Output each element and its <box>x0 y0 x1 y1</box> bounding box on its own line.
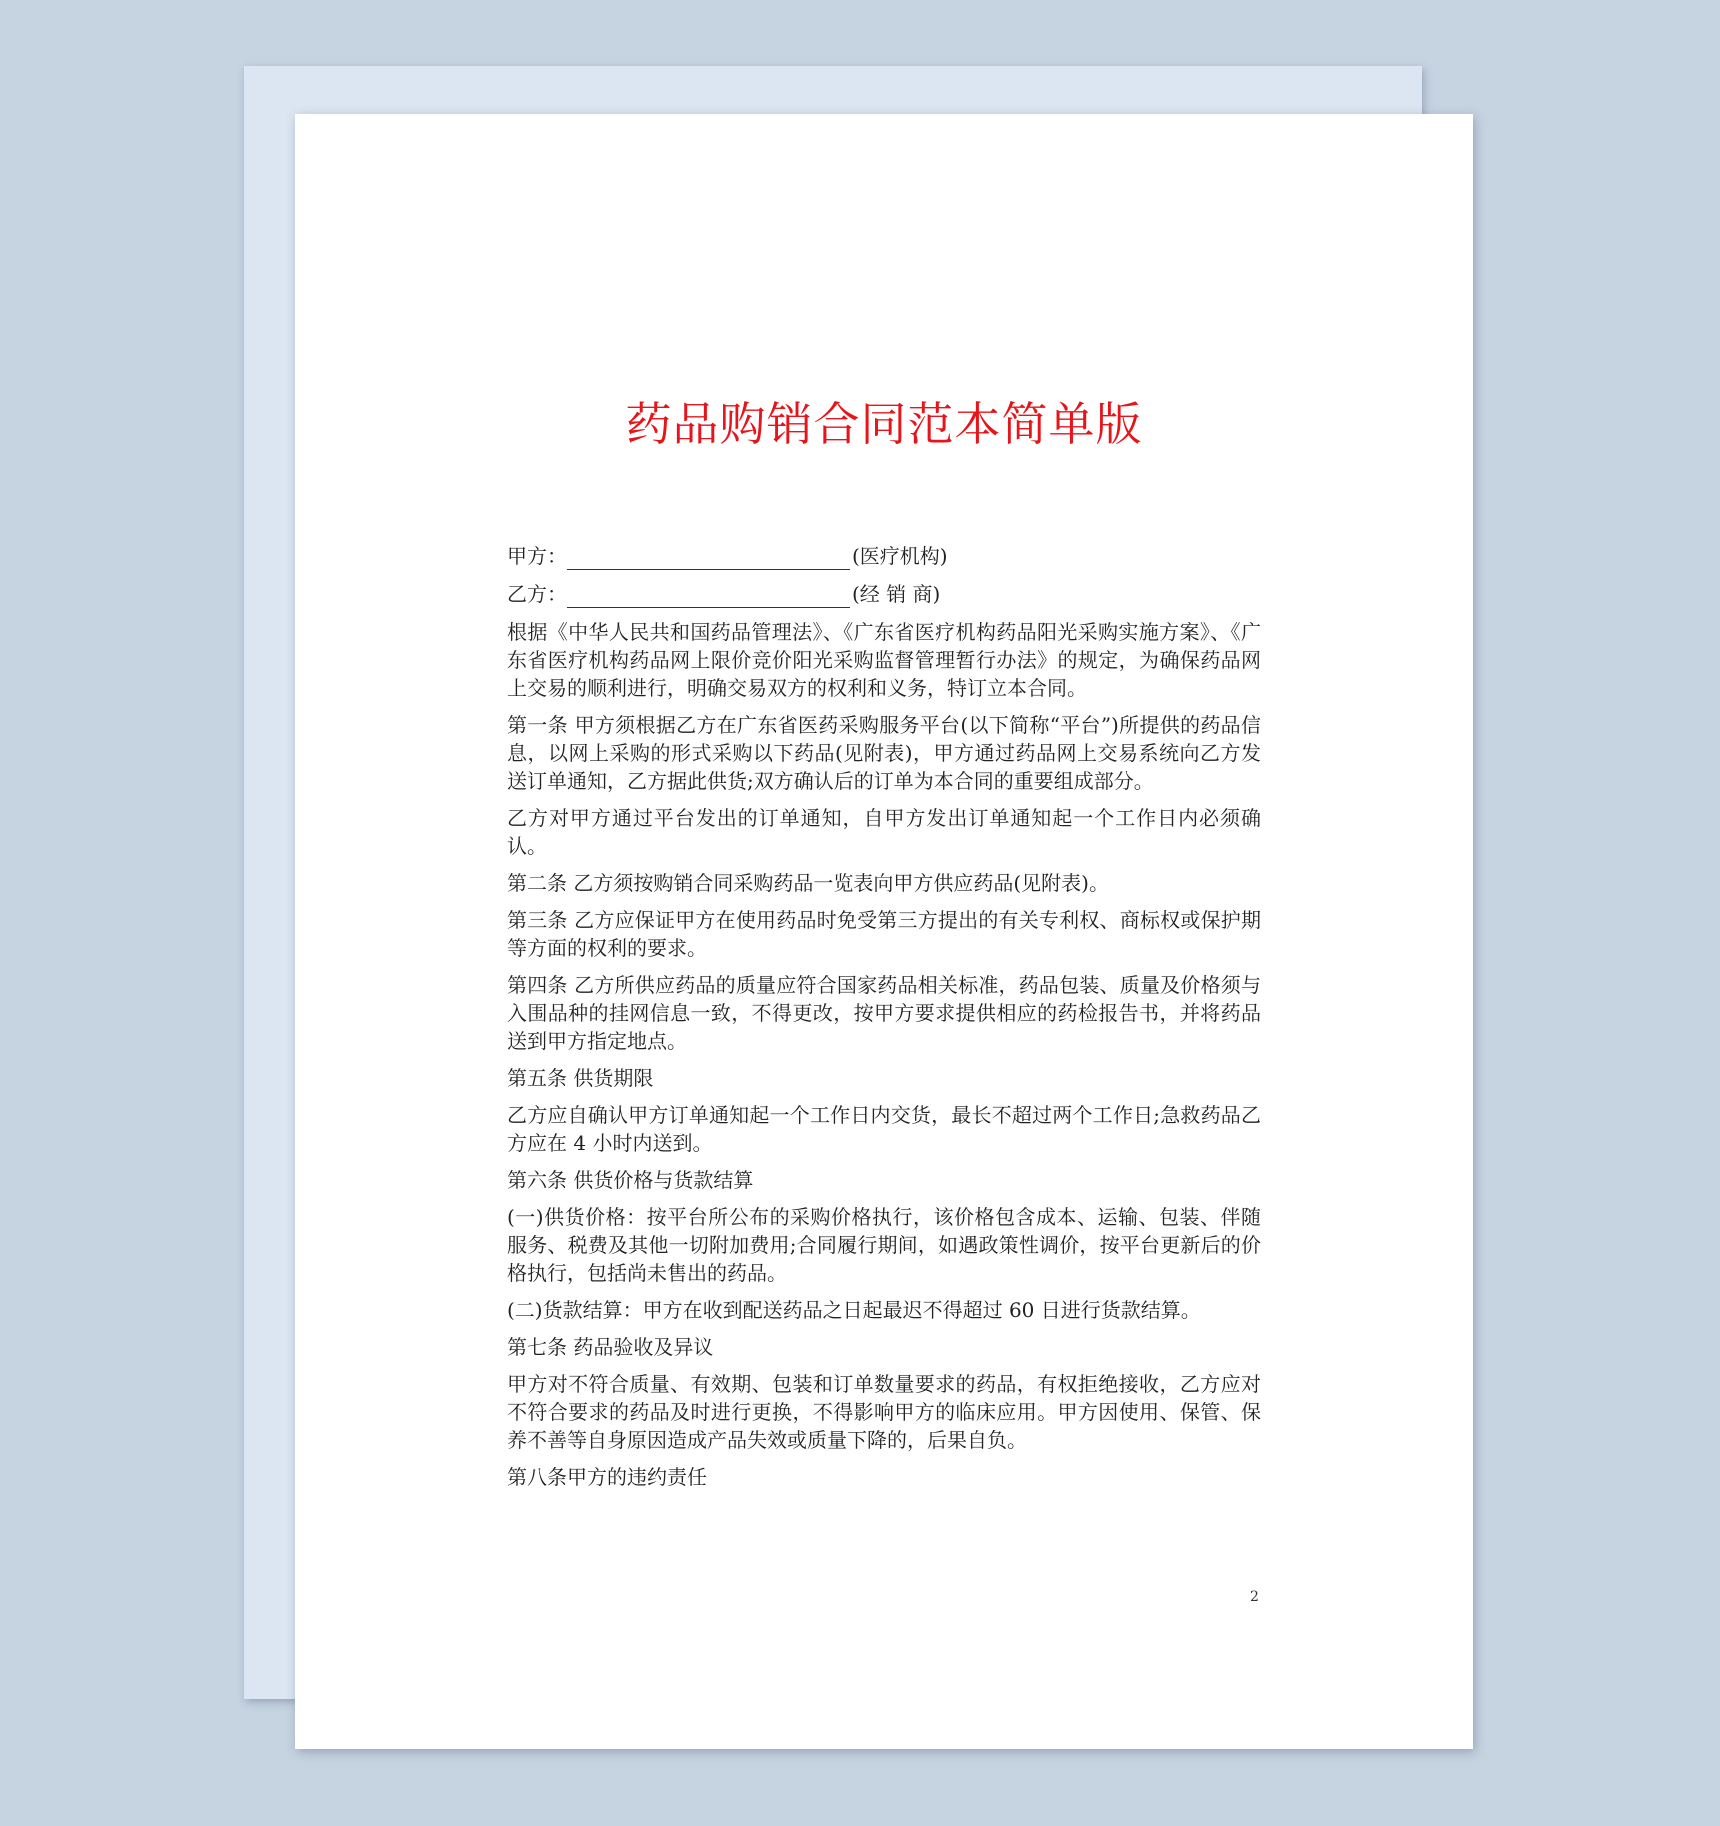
party-b-label: 乙方： <box>507 582 567 606</box>
article-1-confirm-paragraph: 乙方对甲方通过平台发出的订单通知，自甲方发出订单通知起一个工作日内必须确认。 <box>507 806 1261 858</box>
party-a-line <box>507 542 1261 570</box>
party-a-role: (医疗机构) <box>852 544 948 568</box>
front-page-sheet <box>295 114 1473 1749</box>
article-2-paragraph: 第二条 乙方须按购销合同采购药品一览表向甲方供应药品(见附表)。 <box>507 871 1109 895</box>
page-number: 2 <box>1250 1589 1259 1605</box>
party-b-line <box>507 580 1261 608</box>
party-b-blank <box>567 585 850 608</box>
article-7-paragraph: 甲方对不符合质量、有效期、包装和订单数量要求的药品，有权拒绝接收，乙方应对不符合要求的药品及时进行更换，不得影响甲方的临床应用。甲方因使用、保管、保养不善等自身原因造成产品失效或质量下降的，后果自负。 <box>507 1372 1261 1452</box>
article-6-heading: 第六条 供货价格与货款结算 <box>507 1168 754 1192</box>
article-6-price-paragraph: (一)供货价格：按平台所公布的采购价格执行，该价格包含成本、运输、包装、伴随服务、税费及其他一切附加费用;合同履行期间，如遇政策性调价，按平台更新后的价格执行，包括尚未售出的药品。 <box>507 1205 1261 1285</box>
document-body <box>507 542 1261 1500</box>
party-b-role: (经 销 商) <box>852 582 941 606</box>
article-1-paragraph: 第一条 甲方须根据乙方在广东省医药采购服务平台(以下简称“平台”)所提供的药品信息，以网上采购的形式采购以下药品(见附表)，甲方通过药品网上交易系统向乙方发送订单通知，乙方据此供货;双方确认后的订单为本合同的重要组成部分。 <box>507 713 1261 793</box>
preamble-paragraph: 根据《中华人民共和国药品管理法》、《广东省医疗机构药品阳光采购实施方案》、《广东省医疗机构药品网上限价竞价阳光采购监督管理暂行办法》的规定，为确保药品网上交易的顺利进行，明确交易双方的权利和义务，特订立本合同。 <box>507 620 1261 700</box>
document-title: 药品购销合同范本简单版 <box>625 397 1143 451</box>
article-5-paragraph: 乙方应自确认甲方订单通知起一个工作日内交货，最长不超过两个工作日;急救药品乙方应在 4 小时内送到。 <box>507 1103 1261 1155</box>
article-8-heading: 第八条甲方的违约责任 <box>507 1465 707 1489</box>
article-5-heading: 第五条 供货期限 <box>507 1066 654 1090</box>
party-a-label: 甲方： <box>507 544 567 568</box>
article-6-settlement-paragraph: (二)货款结算：甲方在收到配送药品之日起最迟不得超过 60 日进行货款结算。 <box>507 1298 1201 1322</box>
article-4-paragraph: 第四条 乙方所供应药品的质量应符合国家药品相关标准，药品包装、质量及价格须与入围品种的挂网信息一致，不得更改，按甲方要求提供相应的药检报告书，并将药品送到甲方指定地点。 <box>507 973 1261 1053</box>
party-a-blank <box>567 547 850 570</box>
article-7-heading: 第七条 药品验收及异议 <box>507 1335 714 1359</box>
article-3-paragraph: 第三条 乙方应保证甲方在使用药品时免受第三方提出的有关专利权、商标权或保护期等方面的权利的要求。 <box>507 908 1261 960</box>
